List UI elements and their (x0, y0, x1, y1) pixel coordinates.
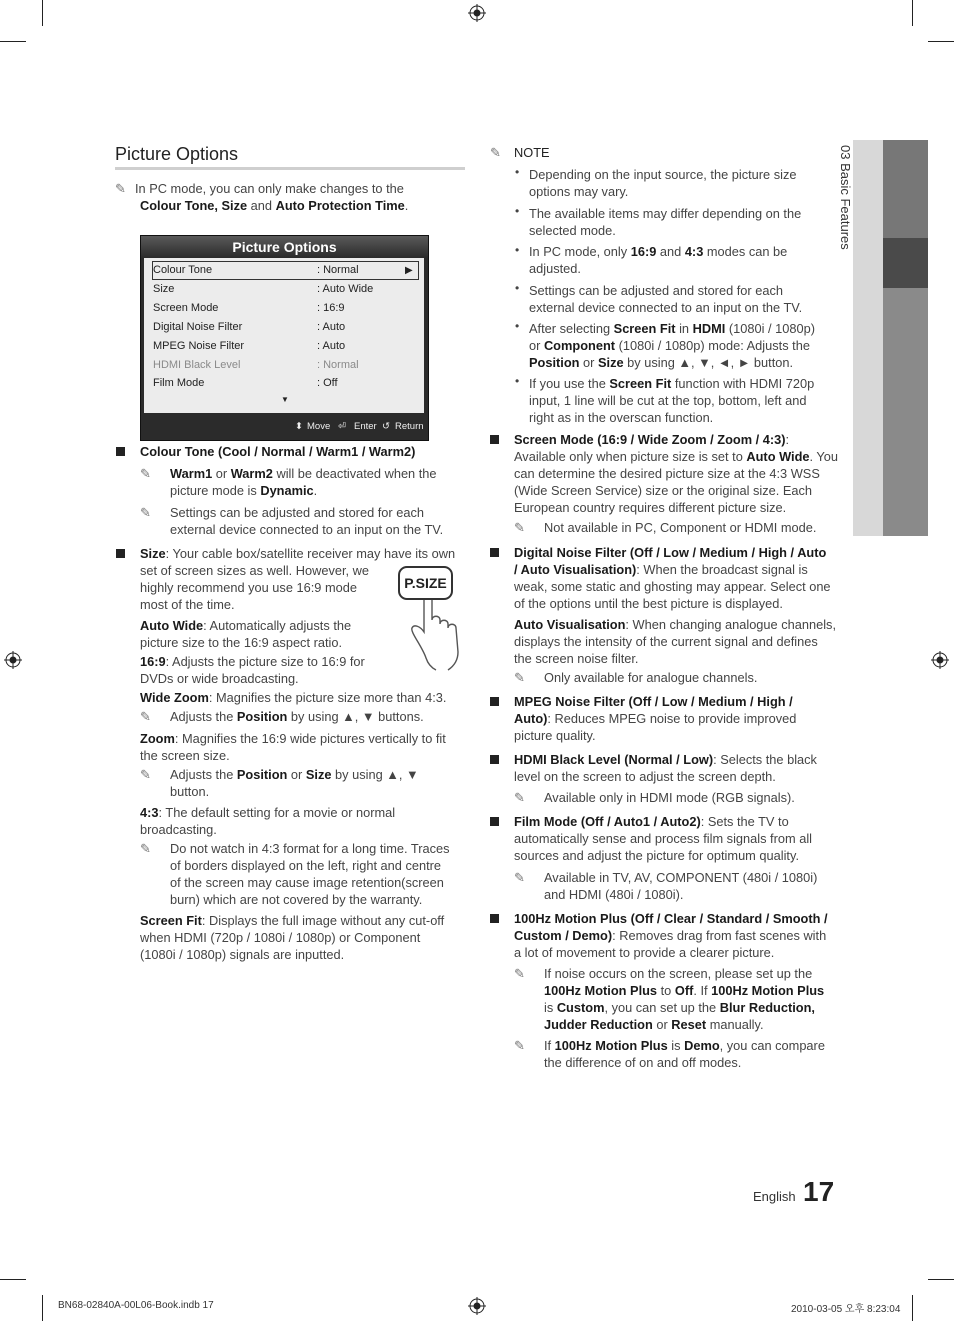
footer-language: English (753, 1189, 796, 1204)
crop-mark (912, 0, 913, 26)
registration-mark-icon (468, 4, 486, 22)
screen-mode-note: ✎ Not available in PC, Component or HDMI mode. (514, 520, 817, 535)
menu-item-value: : Auto (317, 321, 346, 333)
auto-wide-paragraph: Auto Wide: Automatically adjusts the picture size to the 16:9 aspect ratio. (140, 618, 352, 650)
bullet-square (490, 914, 499, 923)
bullet-dot: • (515, 165, 520, 179)
bullet-dot: • (515, 243, 520, 257)
bullet-square (490, 548, 499, 557)
print-slug-right: 2010-03-05 오후 8:23:04 (791, 1304, 901, 1315)
footer-enter-label: Enter (354, 421, 377, 432)
ratio-4-3-paragraph: 4:3: The default setting for a movie or normal broadcasting. (140, 805, 396, 837)
menu-item-value: : Normal (317, 359, 359, 371)
note-pencil-icon: ✎ (514, 670, 525, 685)
crop-mark (0, 1279, 26, 1280)
bullet-square (116, 549, 125, 558)
ratio-16-9-paragraph: 16:9: Adjusts the picture size to 16:9 for DVDs or wide broadcasting. (140, 654, 365, 686)
screen-mode-paragraph: Screen Mode (16:9 / Wide Zoom / Zoom / 4:3): Available only when picture size is set to Auto Wide. You can determine the desired picture size at the 4:3 WSS (Wide Screen Service) size or the original size. Each European country requires different picture size. (514, 432, 839, 515)
note-pencil-icon: ✎ (140, 841, 151, 856)
psize-button: P.SIZE (398, 566, 453, 600)
menu-item-label[interactable]: Film Mode (153, 377, 205, 389)
wide-zoom-note: ✎ Adjusts the Position by using ▲, ▼ buttons. (140, 709, 424, 724)
page-number: 17 (803, 1176, 835, 1207)
menu-scroll-down-icon: ▼ (281, 395, 289, 404)
move-icon: ⬍ (295, 421, 303, 432)
side-tab-band (883, 288, 928, 536)
note-item: If you use the Screen Fit function with HDMI 720p input, 1 line will be cut at the top, bottom, left and right as in the overscan function. (529, 376, 815, 425)
bullet-square (490, 755, 499, 764)
bullet-square (490, 697, 499, 706)
page-title: Picture Options (115, 144, 239, 164)
side-tab-label: 03 Basic Features (838, 145, 853, 250)
footer-move-label: Move (307, 421, 331, 432)
bullet-dot: • (515, 281, 520, 295)
crop-mark (912, 1295, 913, 1321)
hdmi-black-level-paragraph: HDMI Black Level (Normal / Low): Selects the black level on the screen to adjust the screen depth. (514, 752, 817, 784)
menu-arrow-right-icon: ▶ (405, 265, 413, 276)
crop-mark (42, 0, 43, 26)
crop-mark (928, 41, 954, 42)
ratio-4-3-note: ✎ Do not watch in 4:3 format for a long time. Traces of borders displayed on the left, right and centre of the screen may cause image retention(screen burn) which are not covered by the warranty. (140, 841, 450, 907)
colour-tone-note-2: ✎ Settings can be adjusted and stored for each external device connected to an input on the TV. (140, 505, 444, 537)
note-item: In PC mode, only 16:9 and 4:3 modes can be adjusted. (529, 244, 788, 276)
enter-icon: ⏎ (338, 421, 346, 432)
note-item: Settings can be adjusted and stored for each external device connected to an input on the TV. (529, 283, 803, 315)
menu-item-label[interactable]: Colour Tone (153, 264, 213, 276)
menu-item-value: : Auto Wide (317, 283, 374, 295)
registration-mark-icon (4, 651, 22, 669)
note-pencil-icon: ✎ (140, 709, 151, 724)
note-item: After selecting Screen Fit in HDMI (1080i / 1080p) or Component (1080i / 1080p) mode: Adjusts the Position or Size by using ▲, ▼, ◄, ► button. (529, 321, 815, 370)
note-pencil-icon: ✎ (514, 520, 525, 535)
colour-tone-note-1: ✎ Warm1 or Warm2 will be deactivated when the picture mode is Dynamic. (140, 466, 437, 498)
auto-visualisation-paragraph: Auto Visualisation: When changing analogue channels, displays the intensity of the current signal and defines the screen noise filter. (514, 617, 836, 666)
bullet-dot: • (515, 319, 520, 333)
bullet-square (490, 817, 499, 826)
hdmi-black-level-note: ✎ Available only in HDMI mode (RGB signals). (514, 790, 795, 805)
menu-item-value: : 16:9 (317, 302, 345, 314)
bullet-dot: • (515, 374, 520, 388)
screen-fit-paragraph: Screen Fit: Displays the full image without any cut-off when HDMI (720p / 1080i / 1080p) or Component (1080i / 1080p) signals are inputted. (140, 913, 445, 962)
note-pencil-icon: ✎ (140, 466, 151, 481)
note-heading: ✎ NOTE (490, 145, 550, 160)
bullet-square (490, 435, 499, 444)
note-pencil-icon: ✎ (490, 145, 501, 160)
menu-item-label[interactable]: Digital Noise Filter (153, 321, 243, 333)
menu-item-label-disabled: HDMI Black Level (153, 359, 241, 371)
digital-noise-filter-paragraph: Digital Noise Filter (Off / Low / Medium / High / Auto / Auto Visualisation): When the broadcast signal is weak, some static and ghosting may appear. Select one of the options until the best picture is displayed. (514, 545, 831, 611)
note-pencil-icon: ✎ (514, 870, 525, 885)
note-pencil-icon: ✎ (514, 966, 525, 981)
registration-mark-icon (468, 1297, 486, 1315)
footer-return-label: Return (395, 421, 424, 432)
motion-plus-note-1: ✎ If noise occurs on the screen, please set up the 100Hz Motion Plus to Off. If 100Hz Motion Plus is Custom, you can set up the Blur Reduction, Judder Reduction or Reset manually. (514, 966, 825, 1032)
menu-item-label[interactable]: Screen Mode (153, 302, 219, 314)
auto-visualisation-note: ✎ Only available for analogue channels. (514, 670, 758, 685)
bullet-dot: • (515, 204, 520, 218)
note-pencil-icon: ✎ (514, 790, 525, 805)
print-slug-left: BN68-02840A-00L06-Book.indb 17 (58, 1300, 214, 1311)
size-paragraph: Size: Your cable box/satellite receiver may have its own set of screen sizes as well. However, we highly recommend you use 16:9 mode most of the time. (140, 546, 456, 612)
menu-item-label[interactable]: Size (153, 283, 175, 295)
note-pencil-icon: ✎ (115, 181, 126, 196)
note-item: Depending on the input source, the picture size options may vary. (529, 167, 797, 199)
wide-zoom-paragraph: Wide Zoom: Magnifies the picture size more than 4:3. (140, 690, 447, 705)
crop-mark (42, 1295, 43, 1321)
motion-plus-paragraph: 100Hz Motion Plus (Off / Clear / Standard / Smooth / Custom / Demo): Removes drag from fast scenes with a lot of movement to provide a clearer picture. (514, 911, 828, 960)
picture-options-menu (140, 235, 429, 441)
menu-title: Picture Options (141, 236, 428, 258)
menu-footer (141, 413, 428, 440)
return-icon: ↺ (382, 421, 390, 432)
colour-tone-heading: Colour Tone (Cool / Normal / Warm1 / Warm2) (140, 444, 416, 459)
film-mode-paragraph: Film Mode (Off / Auto1 / Auto2): Sets the TV to automatically sense and process film signals from all sources and adjust the picture for optimum quality. (514, 814, 813, 863)
registration-mark-icon (931, 651, 949, 669)
mpeg-noise-filter-paragraph: MPEG Noise Filter (Off / Low / Medium / High / Auto): Reduces MPEG noise to provide improved picture quality. (514, 694, 797, 743)
menu-item-label[interactable]: MPEG Noise Filter (153, 340, 245, 352)
crop-mark (0, 41, 26, 42)
bullet-square (116, 447, 125, 456)
film-mode-note: ✎ Available in TV, AV, COMPONENT (480i / 1080i) and HDMI (480i / 1080i). (514, 870, 818, 902)
menu-item-value: : Auto (317, 340, 346, 352)
pc-mode-note: ✎ In PC mode, you can only make changes to the Colour Tone, Size and Auto Protection Time. (115, 181, 409, 213)
zoom-paragraph: Zoom: Magnifies the 16:9 wide pictures vertically to fit the screen size. (140, 731, 446, 763)
title-rule (115, 167, 465, 170)
zoom-note: ✎ Adjusts the Position or Size by using ▲, ▼ button. (140, 767, 419, 799)
menu-body (144, 258, 424, 413)
motion-plus-note-2: ✎ If 100Hz Motion Plus is Demo, you can compare the difference of on and off modes. (514, 1038, 825, 1070)
note-pencil-icon: ✎ (140, 505, 151, 520)
note-item: The available items may differ depending on the selected mode. (529, 206, 802, 238)
menu-item-value: : Normal (317, 264, 359, 276)
note-pencil-icon: ✎ (514, 1038, 525, 1053)
note-pencil-icon: ✎ (140, 767, 151, 782)
menu-item-value: : Off (317, 377, 338, 389)
crop-mark (928, 1279, 954, 1280)
